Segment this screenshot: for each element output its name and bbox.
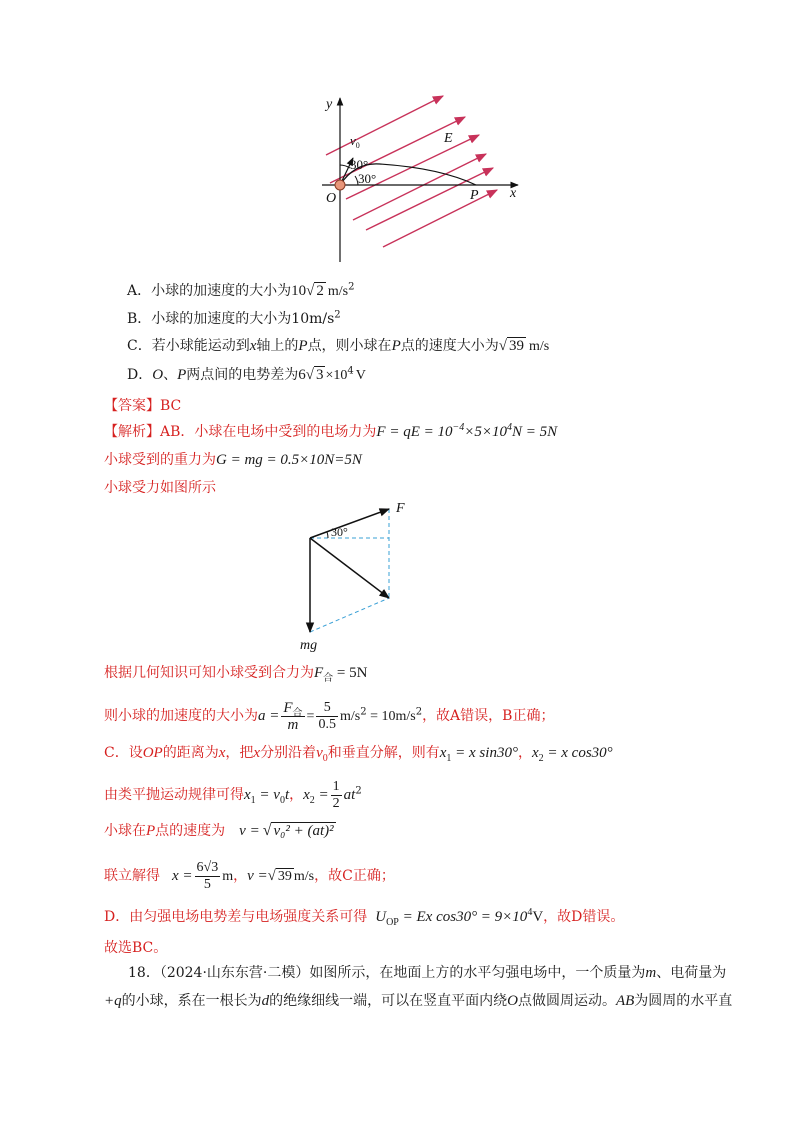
question-18-line2: +q的小球，系在一根长为d的绝缘细线一端，可以在竖直平面内绕O点做圆周运动。AB为圆周的水平直	[104, 993, 733, 1009]
y-label: y	[326, 97, 333, 112]
origin-label: O	[326, 191, 337, 206]
option-a: A．小球的加速度的大小为10√ 2 $m/s^2$	[127, 281, 355, 299]
option-b: B．小球的加速度的大小为$10m/s^2$	[127, 309, 341, 327]
question-18-line1: 18．（2024·山东东营·二模）如图所示，在地面上方的水平匀强电场中，一个质量为m、电荷量为	[128, 965, 727, 981]
force-f-label: F	[396, 501, 405, 516]
analysis-gravity: 小球受到的重力为G = mg = 0.5×10N=5N	[104, 452, 362, 468]
ball	[335, 180, 345, 190]
resultant-arrow	[310, 538, 389, 598]
analysis-force-text: 小球受力如图所示	[104, 480, 216, 496]
angle-top-label: 30°	[350, 157, 369, 172]
analysis-d: D．由匀强电场电势差与电场强度关系可得 $U_{OP} = Ex$ $\cos 30^\circ = 9\times 10^4V$，故D错误。	[104, 907, 625, 928]
field-line	[383, 190, 497, 247]
analysis-c-decompose: C．设OP的距离为x，把x分别沿着$v_0$和垂直分解，则有$x_1 = x$ sin30°，$x_2 = x$ cos30°	[104, 745, 613, 764]
angle-bottom-label: 30°	[358, 171, 377, 186]
analysis-accel: 则小球的加速度的大小为a = $\frac{F_合}{m}$ = $\frac{5}{0.5}$ $m/s^2 = 10m/s^2$，故A错误，B正确；	[104, 699, 555, 733]
analysis-motion: 由类平抛运动规律可得$x_1 = v_0t$，$x_2$ = $\frac{1}{2}$ $at^2$	[104, 778, 362, 811]
v0-label: $v_0$	[350, 133, 360, 150]
point-p-label: P	[470, 188, 479, 203]
mg-label: mg	[300, 638, 318, 653]
answer-line: 【答案】BC	[104, 398, 182, 414]
x-label: x	[510, 186, 517, 201]
option-c: C．若小球能运动到x轴上的P点，则小球在P点的速度大小为√ 39 m/s	[127, 338, 550, 354]
option-d: D．O、P两点间的电势差为6√ $3 \times 10^4$ V	[127, 365, 366, 383]
analysis-speed: 小球在P点的速度为 v = √ v₀² + (at)²	[104, 822, 334, 839]
force-f-arrow	[310, 509, 389, 538]
analysis-ab: 【解析】AB．小球在电场中受到的电场力为F = qE = $10^{-4}\times 5\times 10^4N = 5N$	[104, 422, 558, 440]
force-diagram	[0, 495, 800, 655]
field-label: E	[444, 131, 453, 146]
analysis-conclusion: 故选BC。	[104, 940, 168, 956]
field-line	[326, 96, 443, 155]
analysis-solve: 联立解得 x = $\frac{6√3}{5}$ m，v =√ 39 m/s，故C正确；	[104, 859, 395, 892]
field-diagram	[0, 0, 800, 280]
analysis-net-force: 根据几何知识可知小球受到合力为$F_合 = 5N$	[104, 665, 368, 684]
angle-30-label: 30°	[331, 525, 348, 539]
